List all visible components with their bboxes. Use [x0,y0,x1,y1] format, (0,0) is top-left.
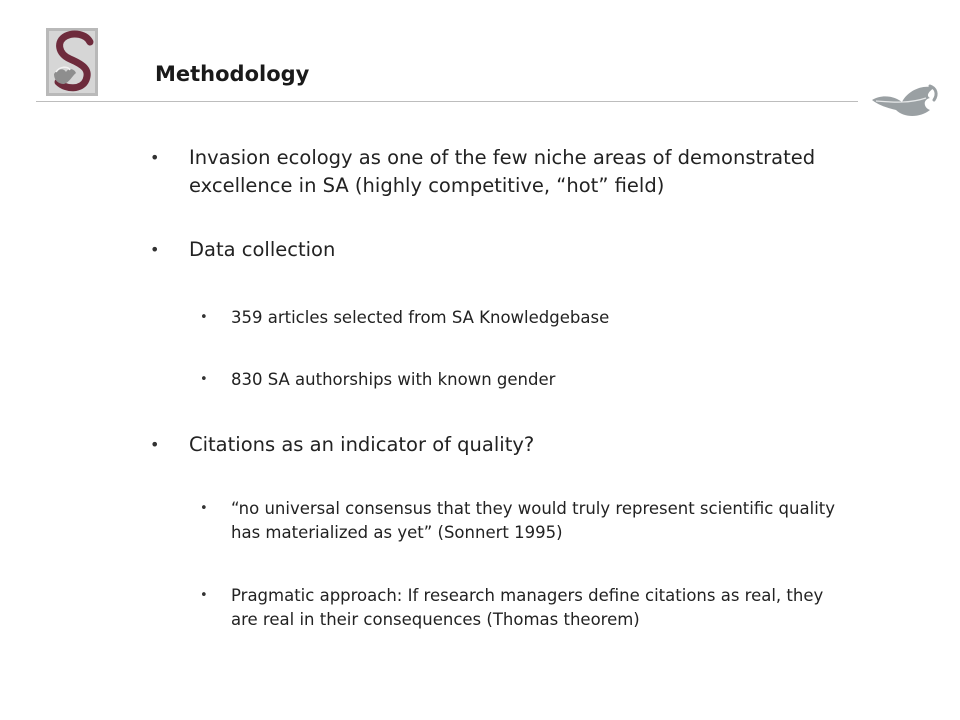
sub-bullet-marker: • [200,588,208,603]
sub-bullet-marker: • [200,501,208,516]
bullet-text: Citations as an indicator of quality? [189,433,535,456]
bullet-marker: • [150,240,160,259]
title-divider [36,101,858,102]
bullet-marker: • [150,148,160,167]
bullet-item-invasion-ecology [150,144,830,200]
sub-bullet-text: 359 articles selected from SA Knowledgebase [231,308,610,327]
sub-bullet-item-authorships [200,368,840,392]
bullet-marker: • [150,435,160,454]
sub-bullet-text: Pragmatic approach: If research managers define citations as real, they are real in their consequences (Thomas theorem) [231,586,824,629]
bullet-item-data-collection [150,236,830,264]
sub-bullet-item-sonnert-quote [200,497,840,545]
leaf-icon [868,78,940,128]
sub-bullet-marker: • [200,372,208,387]
sub-bullet-item-articles [200,306,840,330]
slide-title: Methodology [155,62,310,86]
sub-bullet-item-pragmatic-approach [200,584,840,632]
sub-bullet-marker: • [200,310,208,325]
sub-bullet-text: “no universal consensus that they would truly represent scientific quality has materialized as yet” (Sonnert 1995) [231,499,836,542]
bullet-text: Data collection [189,238,336,261]
sub-bullet-text: 830 SA authorships with known gender [231,370,556,389]
bullet-text: Invasion ecology as one of the few niche areas of demonstrated excellence in SA (highly competitive, “hot” field) [189,146,816,197]
university-s-logo-icon [46,28,106,96]
bullet-item-citations [150,431,830,459]
